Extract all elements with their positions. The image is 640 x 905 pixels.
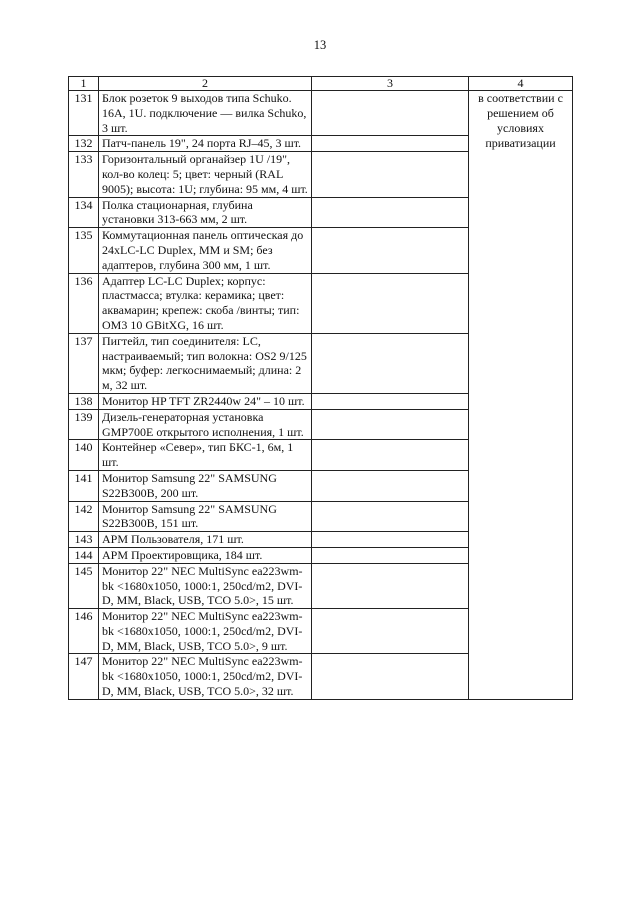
row-number: 146 xyxy=(69,609,99,654)
column-header-4: 4 xyxy=(469,77,573,91)
item-description: Монитор 22" NEC MultiSync ea223wm-bk <1680x1050, 1000:1, 250cd/m2, DVI-D, MM, Black, USB, TCO 5.0>, 15 шт. xyxy=(99,563,312,608)
row-number: 138 xyxy=(69,393,99,409)
item-description: Патч-панель 19", 24 порта RJ–45, 3 шт. xyxy=(99,136,312,152)
item-description: Коммутационная панель оптическая до 24xLC-LC Duplex, MM и SM; без адаптеров, глубина 300 мм, 1 шт. xyxy=(99,228,312,273)
row-number: 137 xyxy=(69,333,99,393)
empty-cell xyxy=(312,470,469,501)
empty-cell xyxy=(312,501,469,532)
column-header-2: 2 xyxy=(99,77,312,91)
empty-cell xyxy=(312,609,469,654)
row-number: 139 xyxy=(69,409,99,440)
table-body xyxy=(69,91,573,700)
empty-cell xyxy=(312,547,469,563)
item-description: Монитор HP TFT ZR2440w 24" – 10 шт. xyxy=(99,393,312,409)
item-description: Монитор Samsung 22" SAMSUNG S22B300B, 200 шт. xyxy=(99,470,312,501)
table-header-row xyxy=(69,77,573,91)
empty-cell xyxy=(312,197,469,228)
row-number: 141 xyxy=(69,470,99,501)
column-header-1: 1 xyxy=(69,77,99,91)
row-number: 142 xyxy=(69,501,99,532)
empty-cell xyxy=(312,228,469,273)
empty-cell xyxy=(312,136,469,152)
table-row xyxy=(69,91,573,136)
row-number: 147 xyxy=(69,654,99,699)
privatization-note: в соответствии с решением об условиях приватизации xyxy=(469,91,573,700)
row-number: 136 xyxy=(69,273,99,333)
empty-cell xyxy=(312,333,469,393)
empty-cell xyxy=(312,152,469,197)
empty-cell xyxy=(312,654,469,699)
empty-cell xyxy=(312,409,469,440)
item-description: Полка стационарная, глубина установки 313-663 мм, 2 шт. xyxy=(99,197,312,228)
row-number: 135 xyxy=(69,228,99,273)
row-number: 144 xyxy=(69,547,99,563)
row-number: 140 xyxy=(69,440,99,471)
item-description: Монитор 22" NEC MultiSync ea223wm-bk <1680x1050, 1000:1, 250cd/m2, DVI-D, MM, Black, USB, TCO 5.0>, 32 шт. xyxy=(99,654,312,699)
item-description: АРМ Проектировщика, 184 шт. xyxy=(99,547,312,563)
row-number: 133 xyxy=(69,152,99,197)
item-description: Монитор 22" NEC MultiSync ea223wm-bk <1680x1050, 1000:1, 250cd/m2, DVI-D, MM, Black, USB, TCO 5.0>, 9 шт. xyxy=(99,609,312,654)
empty-cell xyxy=(312,393,469,409)
item-description: АРМ Пользователя, 171 шт. xyxy=(99,532,312,548)
item-description: Блок розеток 9 выходов типа Schuko. 16A, 1U. подключение — вилка Schuko, 3 шт. xyxy=(99,91,312,136)
item-description: Адаптер LC-LC Duplex; корпус: пластмасса; втулка: керамика; цвет: аквамарин; крепеж: скоба /винты; тип: OM3 10 GBitXG, 16 шт. xyxy=(99,273,312,333)
row-number: 132 xyxy=(69,136,99,152)
empty-cell xyxy=(312,440,469,471)
empty-cell xyxy=(312,532,469,548)
row-number: 134 xyxy=(69,197,99,228)
empty-cell xyxy=(312,563,469,608)
empty-cell xyxy=(312,91,469,136)
item-description: Контейнер «Север», тип БКС-1, 6м, 1 шт. xyxy=(99,440,312,471)
row-number: 143 xyxy=(69,532,99,548)
column-header-3: 3 xyxy=(312,77,469,91)
item-description: Пигтейл, тип соединителя: LC, настраиваемый; тип волокна: OS2 9/125 мкм; буфер: легкоснимаемый; длина: 2 м, 32 шт. xyxy=(99,333,312,393)
item-description: Дизель-генераторная установка GMP700E открытого исполнения, 1 шт. xyxy=(99,409,312,440)
empty-cell xyxy=(312,273,469,333)
property-table xyxy=(68,76,573,700)
item-description: Монитор Samsung 22" SAMSUNG S22B300B, 151 шт. xyxy=(99,501,312,532)
row-number: 145 xyxy=(69,563,99,608)
item-description: Горизонтальный органайзер 1U /19", кол-во колец: 5; цвет: черный (RAL 9005); высота: 1U; глубина: 95 мм, 4 шт. xyxy=(99,152,312,197)
row-number: 131 xyxy=(69,91,99,136)
page-number: 13 xyxy=(313,38,327,52)
